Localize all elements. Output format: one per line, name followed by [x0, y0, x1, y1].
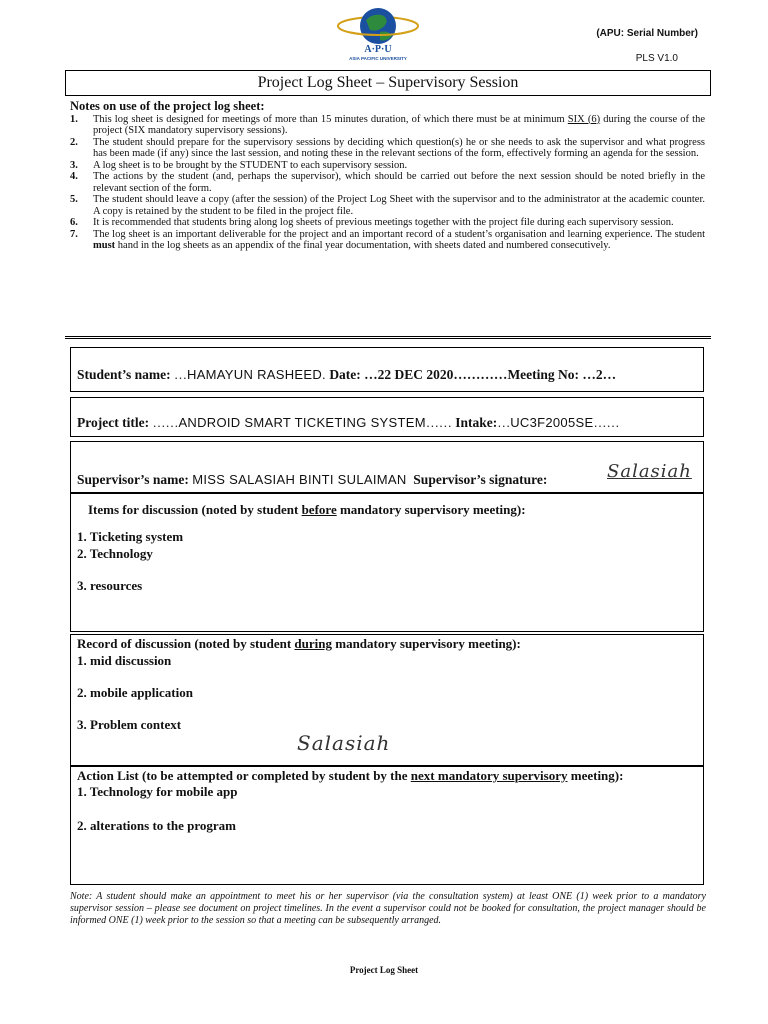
student-name-label: Student’s name:: [77, 367, 171, 382]
divider: [65, 336, 711, 339]
project-info-box: [70, 397, 704, 437]
student-name-dots: …: [174, 367, 188, 382]
list-item: 1. Technology for mobile app: [77, 784, 238, 799]
project-title-dots-post: ……: [425, 415, 452, 430]
notes-list: [70, 114, 705, 252]
notes-heading: Notes on use of the project log sheet:: [70, 99, 265, 113]
note-number: 7.: [70, 228, 78, 240]
logo-text: A·P·U: [364, 44, 392, 55]
discussion-items-box: [70, 493, 704, 632]
list-item: 3. resources: [77, 578, 143, 593]
discussion-items-title: Items for discussion (noted by student before mandatory supervisory meeting):: [88, 502, 526, 517]
intake-label: Intake:: [455, 415, 498, 430]
date-value: …22 DEC 2020…………: [364, 367, 508, 382]
supervisor-info-box: [70, 441, 704, 493]
note-text: This log sheet is designed for meetings of more than 15 minutes duration, of which there must be at minimum SIX (6) during the course of the project (SIX mandatory supervisory sessions).: [93, 113, 705, 136]
note-number: 1.: [70, 113, 78, 125]
note-number: 4.: [70, 171, 78, 182]
record-box: [70, 634, 704, 766]
note-number: 6.: [70, 217, 78, 228]
serial-number-label: (APU: Serial Number): [596, 28, 698, 39]
list-item: 2. alterations to the program: [77, 818, 236, 833]
supervisor-signature: Salasiah: [607, 461, 692, 482]
footer-label: Project Log Sheet: [349, 965, 419, 975]
action-list-title: Action List (to be attempted or completed by student by the next mandatory supervisory meeting):: [77, 768, 624, 783]
note-item: [70, 194, 705, 217]
note-item: [70, 137, 705, 160]
supervisor-name-label: Supervisor’s name:: [77, 472, 189, 487]
intake-dots-pre: …: [497, 415, 511, 430]
list-item: 3. Problem context: [77, 717, 182, 732]
note-text: The student should prepare for the supervisory sessions by deciding which question(s) he or she needs to ask the supervisor and what progress has been made (if any) since the last session, and noting these in the relevant sections of the form, effectively forming an agenda for the session.: [93, 136, 705, 159]
note-item: [70, 217, 705, 229]
note-number: 2.: [70, 136, 78, 148]
note-text: A log sheet is to be brought by the STUDENT to each supervisory session.: [93, 159, 408, 171]
intake-value: UC3F2005SE: [510, 415, 594, 430]
note-text: The actions by the student (and, perhaps the supervisor), which should be carried out before the next session should be noted briefly in the relevant section of the form.: [93, 171, 705, 194]
record-signature: Salasiah: [297, 731, 391, 755]
supervisor-name-value: MISS SALASIAH BINTI SULAIMAN: [192, 472, 407, 487]
apu-logo: [330, 2, 426, 64]
note-item: [70, 229, 705, 252]
student-name-value: HAMAYUN RASHEED.: [187, 367, 326, 382]
footnote: Note: A student should make an appointment to meet his or her supervisor (via the consultation system) at least ONE (1) week prior to a mandatory supervisor session – please see document on project timelines. In the event a supervisor could not be booked for consultation, the project manager should be informed ONE (1) week prior to the session so that a meeting can be subsequently arranged.: [70, 891, 706, 926]
meeting-value: …2…: [582, 367, 617, 382]
student-info-box: [70, 347, 704, 392]
note-text: It is recommended that students bring along log sheets of previous meetings together with the project file during each supervisory session.: [93, 217, 674, 228]
project-title-dots-pre: ……: [152, 415, 179, 430]
page-title: Project Log Sheet – Supervisory Session: [65, 70, 711, 96]
list-item: 1. Ticketing system: [77, 529, 184, 544]
note-text: The student should leave a copy (after the session) of the Project Log Sheet with the supervisor and to the administrator at the academic counter. A copy is retained by the student to be filed in the project file.: [93, 194, 705, 217]
project-title-value: ANDROID SMART TICKETING SYSTEM: [178, 415, 426, 430]
date-label: Date:: [329, 367, 361, 382]
record-title: Record of discussion (noted by student during mandatory supervisory meeting):: [77, 636, 521, 651]
note-text: The log sheet is an important deliverable for the project and an important record of a student’s organisation and learning experience. The student must hand in the log sheets as an appendix of the final year documentation, with sheets dated and numbered consecutively.: [93, 228, 705, 251]
list-item: 1. mid discussion: [77, 653, 172, 668]
note-item: [70, 160, 705, 172]
supervisor-signature-label: Supervisor’s signature:: [413, 472, 548, 487]
note-number: 5.: [70, 194, 78, 205]
note-item: [70, 171, 705, 194]
logo-subtitle: ASIA PACIFIC UNIVERSITY: [349, 56, 407, 61]
project-title-label: Project title:: [77, 415, 150, 430]
note-item: [70, 114, 705, 137]
intake-dots-post: ……: [593, 415, 620, 430]
version-label: PLS V1.0: [635, 53, 678, 64]
notes-section: [70, 101, 705, 252]
list-item: 2. mobile application: [77, 685, 193, 700]
meeting-label: Meeting No:: [507, 367, 580, 382]
note-number: 3.: [70, 159, 78, 171]
action-list-box: [70, 766, 704, 885]
list-item: 2. Technology: [77, 546, 153, 561]
